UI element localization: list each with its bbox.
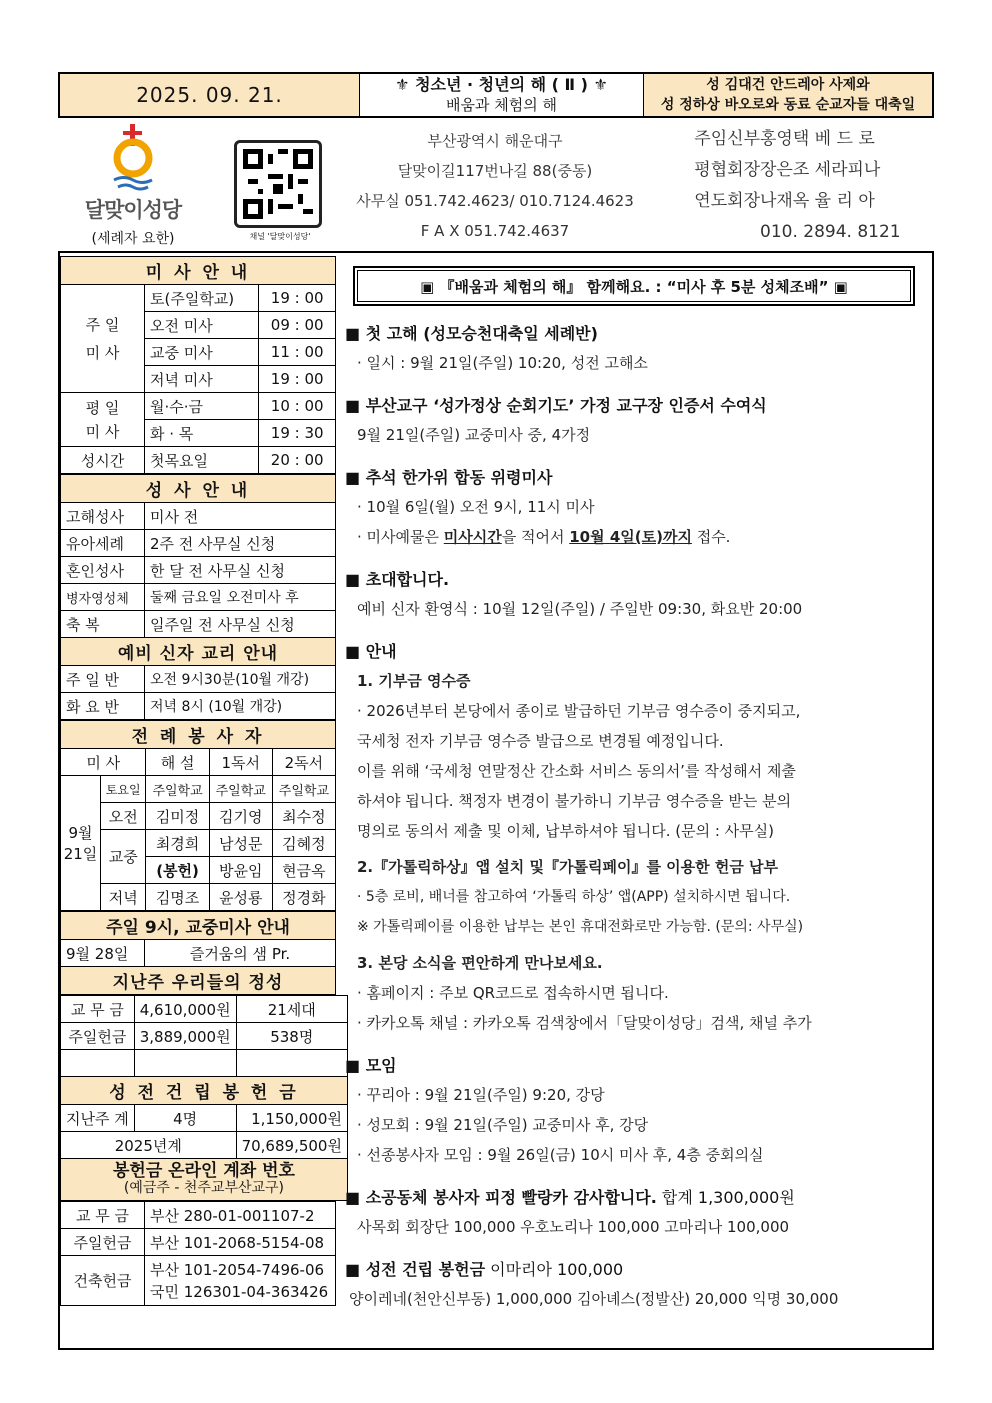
accounts-table: 교 무 금 부산 280-01-001107-2 주일헌금 부산 101-2068-5154-08 건축헌금 부산 101-2054-7496-06 국민 126301-04-363426 <box>60 1201 336 1306</box>
parish-name: 달맞이성당 <box>84 198 182 222</box>
notice-column: ▣ 『배움과 체험의 해』 함께해요. : “미사 후 5분 성체조배” ▣ ■ 첫 고해 (성모승천대축일 세례반) · 일시 : 9월 21일(주일) 10:20, 성전 고해소 ■ 부산교구 ‘성가정상 순회기도’ 가정 교구장 인증서 수여식 9월 21일(주일) 교중미사 중, 4가정 ■ 추석 한가위 합동 위령미사 · 10월 6일(월) 오전 9시, 11시 미사 · 미사예물은 미사시간을 적어서 10월 4일(토)까지 접수. ■ 초대합니다. 예비 신자 환영식 : 10월 12일(주일) / 주일반 09:30, 화요반 20:00 ■ 안내 1. 기부금 영수증 · 2026년부터 본당에서 종이로 발급하던 기부금 영수증이 중지되고, 국세청 전자 기부금 영수증 발급으로 변경될 예정입니다. 이를 위해 ‘국세청 연말정산 간소화 서비스 동의서’를 작성해서 제출 하셔야 됩니다. 책정자 변경이 불가하니 기부금 영수증을 받는 분의 명의로 동의서 제출 및 이체, 납부하셔야 됩니다. (문의 : 사무실) 2.『가톨릭하상』앱 설치 및『가톨릭페이』를 이용한 헌금 납부 · 5층 로비, 배너를 참고하여 ‘가톨릭 하상’ 앱(APP) 설치하시면 됩니다. ※ 가톨릭페이를 이용한 납부는 본인 휴대전화로만 가능함. (문의: 사무실) 3. 본당 소식을 편안하게 만나보세요. · 홈페이지 : 주보 QR코드로 접속하시면 됩니다. · 카카오톡 채널 : 카카오톡 검색창에서「달맞이성당」검색, 채널 추가 ■ 모임 · 꾸리아 : 9월 21일(주일) 9:20, 강당 · 성모회 : 9월 21일(주일) 교중미사 후, 강당 · 선종봉사자 모임 : 9월 26일(금) 10시 미사 후, 4층 중회의실 ■ 소공동체 봉사자 피정 빨랑카 감사합니다. 합계 1,300,000원 사목회 회장단 100,000 우호노리나 100,000 고마리나 100,000 ■ 성전 건립 봉헌금 이마리아 100,000 양이레네(천안신부동) 1,000,000 김아녜스(정발산) 20,000 익명 30,000 <box>345 266 925 1314</box>
qr-caption: 채널 '달맞이성당' <box>249 232 311 241</box>
notice-heading: ■ 모임 <box>345 1056 397 1075</box>
logo-icon <box>78 124 188 194</box>
servers-table: 전 례 봉 사 자 미 사 해 설 1독서 2독서 9월 21일 토요일 주일학교 주일학교 주일학교 오전 김미정 김기영 최수정 교중 최경희 남성문 김혜정 (봉헌) 방윤임 현금옥 저녁 김명조 윤성룡 정경화 <box>60 720 336 911</box>
feast-title: 성 김대건 안드레아 사제와 성 정하상 바오로와 동료 순교자들 대축일 <box>644 74 932 116</box>
notice-heading: ■ 초대합니다. <box>345 570 450 589</box>
bulletin-date: 2025. 09. 21. <box>60 74 360 116</box>
offering-table: 교 무 금 4,610,000원 21세대 주일헌금 3,889,000원 538명 성 전 건 립 봉 헌 금 지난주 계 4명 1,150,000원 2025년계 70,689,500원 봉헌금 온라인 계좌 번호 (예금주 - 천주교부산교구) <box>60 995 348 1201</box>
parish-patron: (세례자 요한) <box>91 231 175 247</box>
notice-heading: ■ 추석 한가위 합동 위령미사 <box>345 468 553 487</box>
qr-icon <box>243 149 313 219</box>
parish-address: 부산광역시 해운대구 달맞이길117번나길 88(중동) 사무실 051.742.4623/ 010.7124.4623 F A X 051.742.4637 <box>356 132 634 240</box>
notice-heading: ■ 소공동체 봉사자 피정 빨랑카 감사합니다. <box>345 1188 657 1207</box>
staff-list: 주임신부 홍영택 베 드 로 평협회장 장은조 세라피나 연도회장 나재옥 율 리 아 010. 2894. 8121 <box>694 129 901 242</box>
parish-logo <box>78 124 188 247</box>
sacrament-table: 성 사 안 내 고해성사 미사 전 유아세례 2주 전 사무실 신청 혼인성사 한 달 전 사무실 신청 병자영성체 둘째 금요일 오전미사 후 축 복 일주일 전 사무실 신청 예비 신자 교리 안내 주 일 반 오전 9시30분(10월 개강) 화 요 반 저녁 8시 (10월 개강) <box>60 474 336 720</box>
notice-heading: ■ 부산교구 ‘성가정상 순회기도’ 가정 교구장 인증서 수여식 <box>345 396 767 415</box>
theme-banner: ▣ 『배움과 체험의 해』 함께해요. : “미사 후 5분 성체조배” ▣ <box>353 266 915 306</box>
mass-table: 미 사 안 내 주 일 미 사 토(주일학교) 19 : 00 오전 미사 09 : 00 교중 미사 11 : 00 저녁 미사 19 : 00 평 일 미 사 월·수·금 10 : 00 화 · 목 19 : 30 성시간 첫목요일 20 : 00 <box>60 256 336 474</box>
notice-heading: ■ 첫 고해 (성모승천대축일 세례반) <box>345 324 598 343</box>
header-bar <box>58 72 934 118</box>
nine-mass-table: 주일 9시, 교중미사 안내 9월 28일 즐거움의 샘 Pr. 지난주 우리들의 정성 <box>60 911 336 995</box>
qr-code[interactable] <box>234 140 322 228</box>
notice-heading: ■ 안내 <box>345 642 397 661</box>
year-theme: ⚜ 청소년 · 청년의 해 ( Ⅱ ) ⚜ 배움과 체험의 해 <box>360 74 644 116</box>
notice-heading: ■ 성전 건립 봉헌금 <box>345 1260 486 1279</box>
left-column <box>60 256 342 1306</box>
